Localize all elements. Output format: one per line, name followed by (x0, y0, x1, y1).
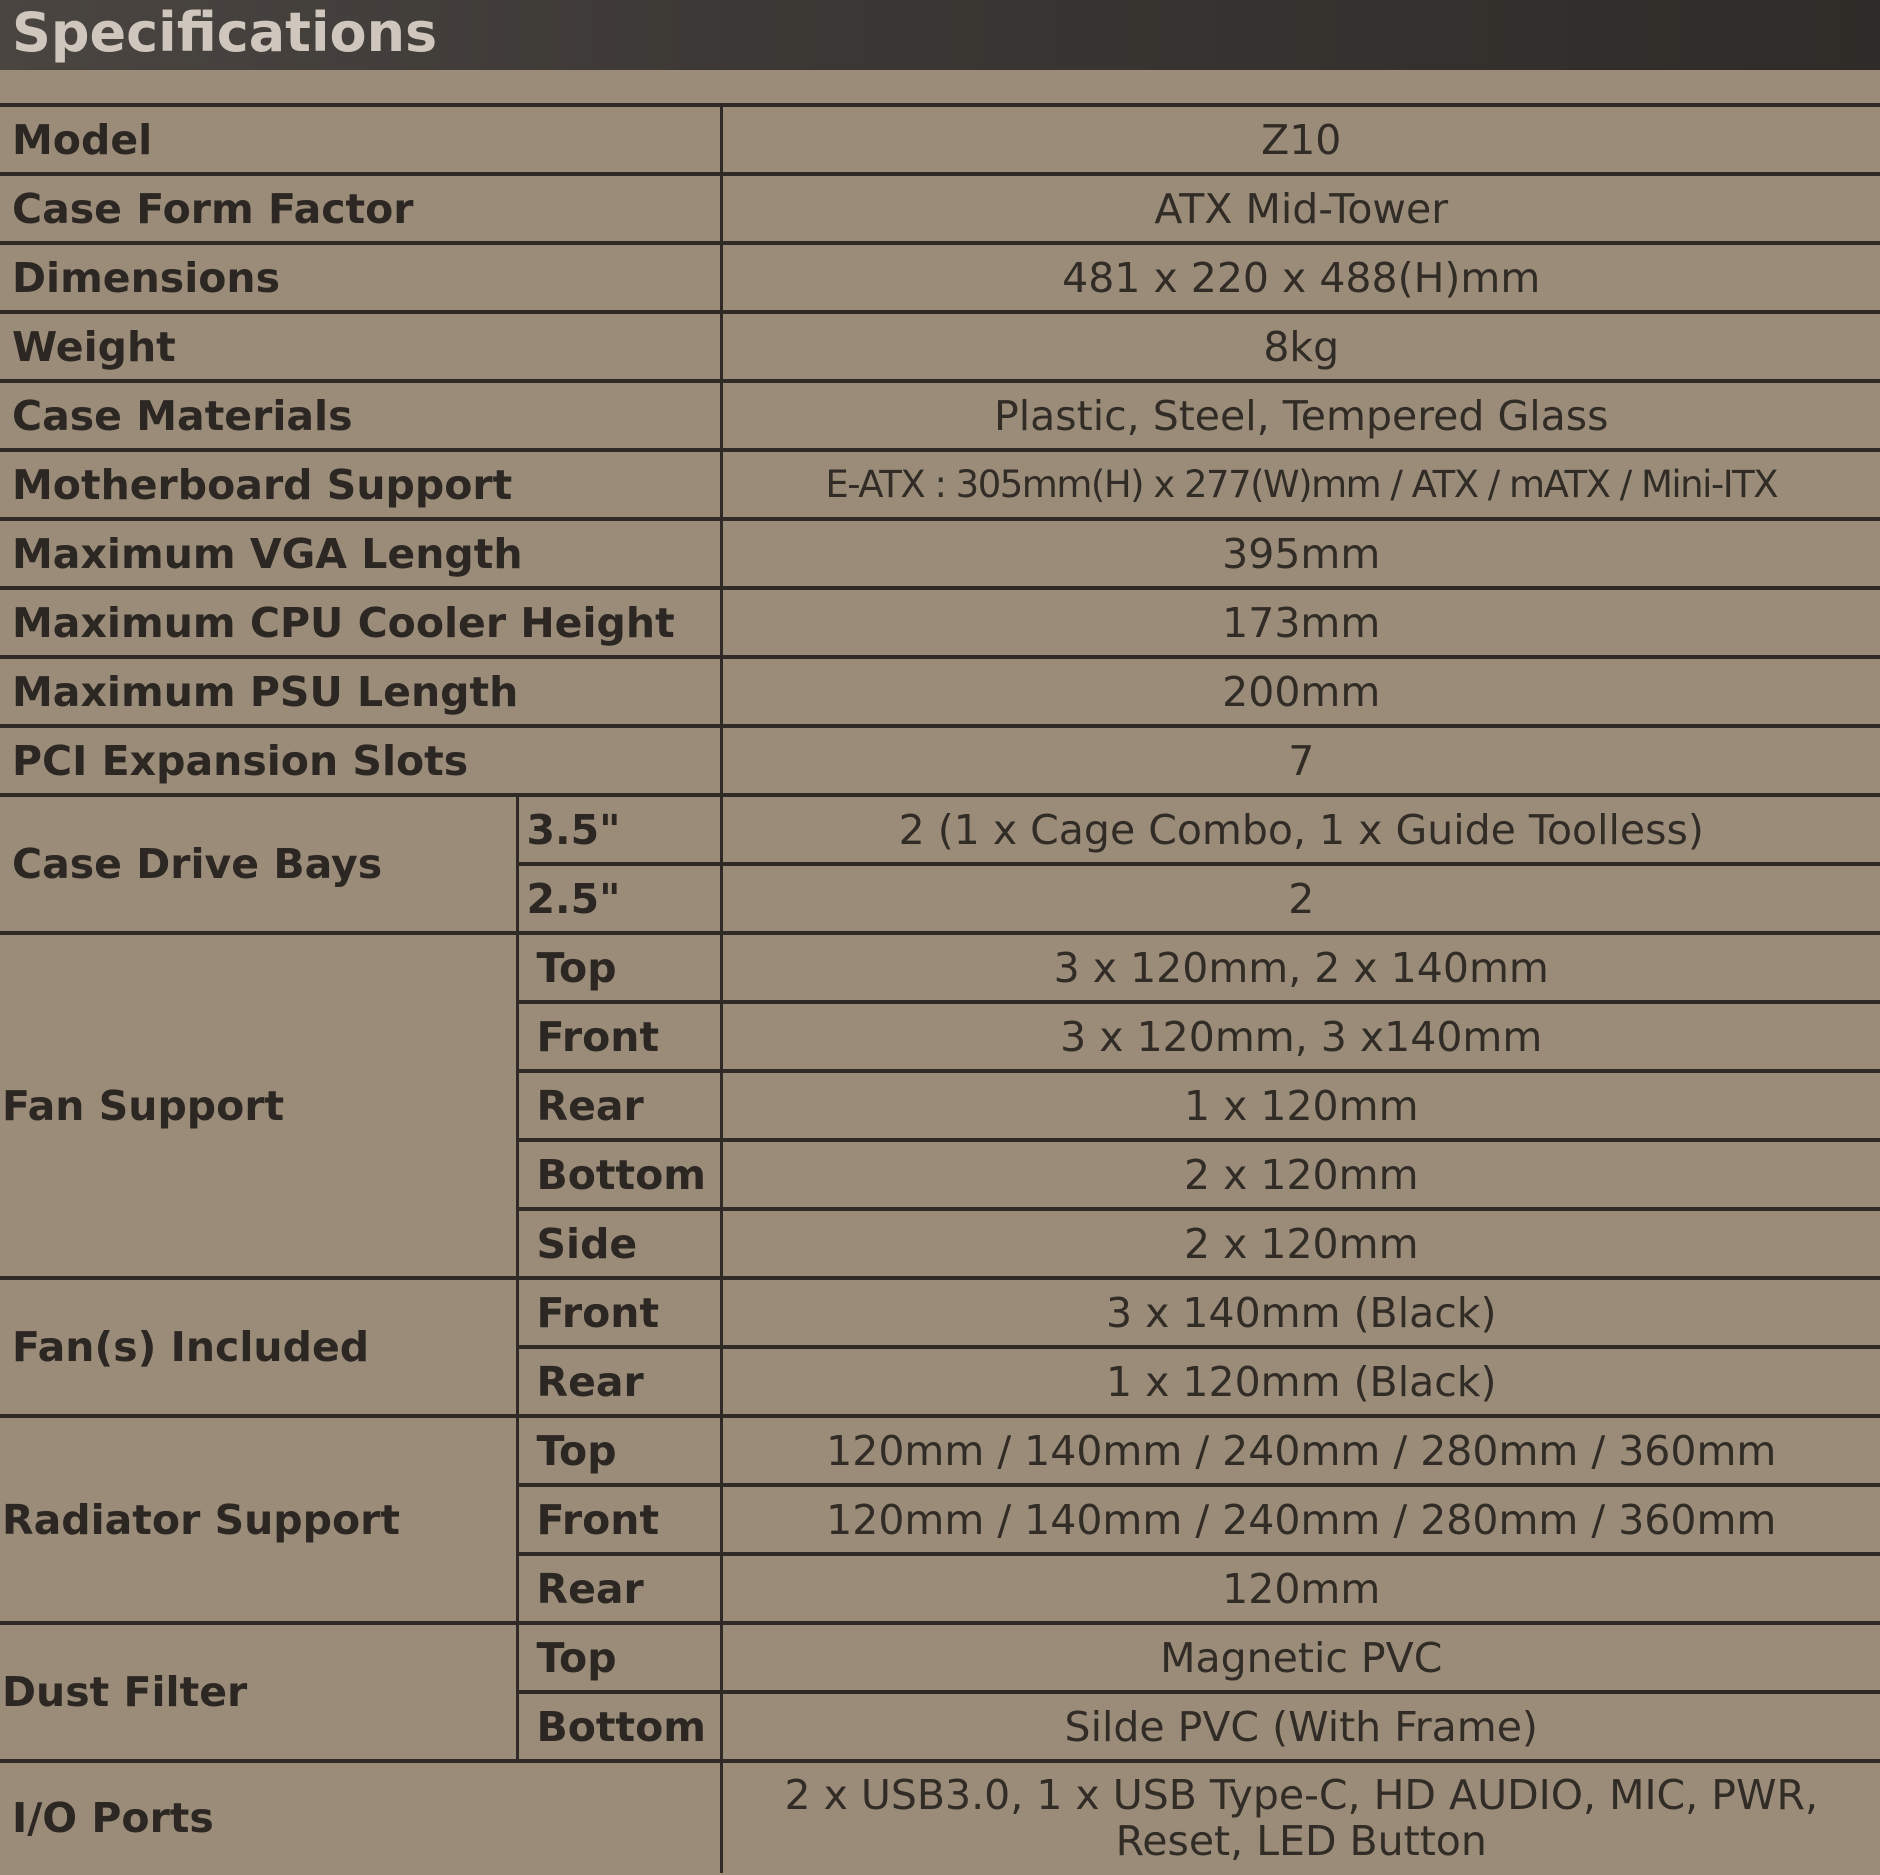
row-value: 1 x 120mm (Black) (721, 1347, 1880, 1416)
group-label: Fan Support (0, 933, 517, 1278)
sub-label: 3.5" (517, 795, 721, 864)
table-row (0, 795, 1880, 864)
row-value: 7 (721, 726, 1880, 795)
row-value: 395mm (721, 519, 1880, 588)
spec-table (0, 103, 1880, 1873)
row-label: Weight (0, 312, 721, 381)
row-value: 200mm (721, 657, 1880, 726)
table-row (0, 381, 1880, 450)
sub-label: Front (517, 1485, 721, 1554)
row-value: Magnetic PVC (721, 1623, 1880, 1692)
table-row (0, 657, 1880, 726)
row-value: 120mm (721, 1554, 1880, 1623)
table-row (0, 312, 1880, 381)
row-value: 2 (721, 864, 1880, 933)
row-label: I/O Ports (0, 1761, 721, 1873)
row-value: 173mm (721, 588, 1880, 657)
row-value: 120mm / 140mm / 240mm / 280mm / 360mm (721, 1416, 1880, 1485)
row-value: E-ATX : 305mm(H) x 277(W)mm / ATX / mATX / Mini-ITX (721, 450, 1880, 519)
table-row (0, 933, 1880, 1002)
sub-label: Front (517, 1002, 721, 1071)
row-value: 481 x 220 x 488(H)mm (721, 243, 1880, 312)
row-label: Case Materials (0, 381, 721, 450)
sub-label: Top (517, 933, 721, 1002)
row-value: 8kg (721, 312, 1880, 381)
group-label: Fan(s) Included (0, 1278, 517, 1416)
table-row (0, 243, 1880, 312)
row-label: Maximum VGA Length (0, 519, 721, 588)
row-value: 2 x USB3.0, 1 x USB Type-C, HD AUDIO, MIC, PWR, Reset, LED Button (784, 1771, 1819, 1865)
row-label: Maximum PSU Length (0, 657, 721, 726)
table-row (0, 450, 1880, 519)
row-value: 3 x 120mm, 2 x 140mm (721, 933, 1880, 1002)
row-value: Plastic, Steel, Tempered Glass (721, 381, 1880, 450)
sub-label: Front (517, 1278, 721, 1347)
row-label: Case Form Factor (0, 174, 721, 243)
header-bar (0, 0, 1880, 70)
sub-label: Top (517, 1623, 721, 1692)
table-row (0, 1278, 1880, 1347)
row-value: 3 x 120mm, 3 x140mm (721, 1002, 1880, 1071)
table-row (0, 174, 1880, 243)
row-value: 120mm / 140mm / 240mm / 280mm / 360mm (721, 1485, 1880, 1554)
table-row (0, 588, 1880, 657)
table-row (0, 1761, 1880, 1873)
sub-label: Rear (517, 1554, 721, 1623)
row-label: Motherboard Support (0, 450, 721, 519)
row-value: 2 (1 x Cage Combo, 1 x Guide Toolless) (721, 795, 1880, 864)
page-title: Specifications (12, 1, 438, 64)
table-row (0, 105, 1880, 174)
table-row (0, 1623, 1880, 1692)
sub-label: Rear (517, 1071, 721, 1140)
sub-label: Rear (517, 1347, 721, 1416)
table-row (0, 519, 1880, 588)
row-value: 3 x 140mm (Black) (721, 1278, 1880, 1347)
group-label: Radiator Support (0, 1416, 517, 1623)
row-value: 1 x 120mm (721, 1071, 1880, 1140)
table-row (0, 1416, 1880, 1485)
row-value: ATX Mid-Tower (721, 174, 1880, 243)
sub-label: Bottom (517, 1692, 721, 1761)
row-label: Dimensions (0, 243, 721, 312)
sub-label: Bottom (517, 1140, 721, 1209)
sub-label: Top (517, 1416, 721, 1485)
sub-label: Side (517, 1209, 721, 1278)
sub-label: 2.5" (517, 864, 721, 933)
group-label: Dust Filter (0, 1623, 517, 1761)
table-row (0, 726, 1880, 795)
row-value: 2 x 120mm (721, 1140, 1880, 1209)
row-value: 2 x 120mm (721, 1209, 1880, 1278)
row-label: Model (0, 105, 721, 174)
group-label: Case Drive Bays (0, 795, 517, 933)
row-label: PCI Expansion Slots (0, 726, 721, 795)
row-value: Z10 (721, 105, 1880, 174)
row-label: Maximum CPU Cooler Height (0, 588, 721, 657)
row-value: Silde PVC (With Frame) (721, 1692, 1880, 1761)
